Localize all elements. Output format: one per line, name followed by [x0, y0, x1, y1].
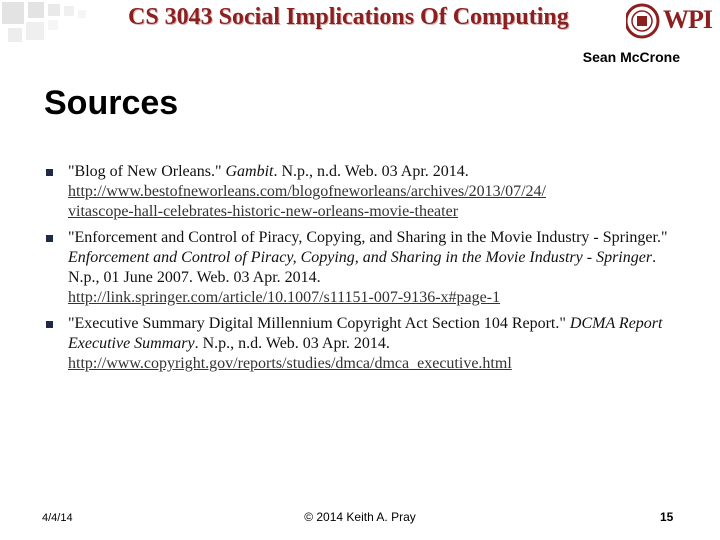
footer-copyright: © 2014 Keith A. Pray [304, 510, 416, 524]
slide-heading: Sources [44, 84, 179, 122]
source-prefix: "Enforcement and Control of Piracy, Copying, and Sharing in the Movie Industry - Springer." [68, 229, 668, 246]
page-number: 15 [660, 510, 674, 524]
source-publication: DCMA Report Executive Summary [68, 315, 663, 352]
source-link[interactable]: http://www.copyright.gov/reports/studies/dmca/dmca_executive.html [68, 355, 512, 372]
author-name: Sean McCrone [582, 49, 680, 65]
list-item [46, 162, 686, 222]
source-prefix: "Blog of New Orleans." [68, 163, 226, 180]
list-item [46, 228, 686, 308]
footer-date: 4/4/14 [42, 512, 73, 524]
bullet-square-icon [46, 321, 53, 328]
course-title: CS 3043 Social Implications Of Computing [128, 4, 569, 30]
sources-list [46, 162, 686, 380]
source-publication: Gambit [225, 163, 274, 180]
source-link[interactable]: http://link.springer.com/article/10.1007/s11151-007-9136-x#page-1 [68, 289, 501, 306]
source-prefix: "Executive Summary Digital Millennium Copyright Act Section 104 Report." [68, 315, 570, 332]
source-link[interactable]: http://www.bestofneworleans.com/blogofneworleans/archives/2013/07/24/ [68, 183, 546, 200]
source-publication: Enforcement and Control of Piracy, Copying, and Sharing in the Movie Industry - Springer [68, 249, 653, 266]
bullet-square-icon [46, 235, 53, 242]
source-suffix: . N.p., n.d. Web. 03 Apr. 2014. [194, 335, 390, 352]
source-link-continued[interactable]: vitascope-hall-celebrates-historic-new-orleans-movie-theater [68, 203, 459, 220]
list-item [46, 314, 686, 374]
source-suffix: . N.p., 01 June 2007. Web. 03 Apr. 2014. [68, 249, 657, 286]
logo-text: WPI [663, 5, 712, 34]
source-suffix: . N.p., n.d. Web. 03 Apr. 2014. [273, 163, 469, 180]
corner-squares-decoration [0, 0, 110, 50]
bullet-square-icon [46, 169, 53, 176]
